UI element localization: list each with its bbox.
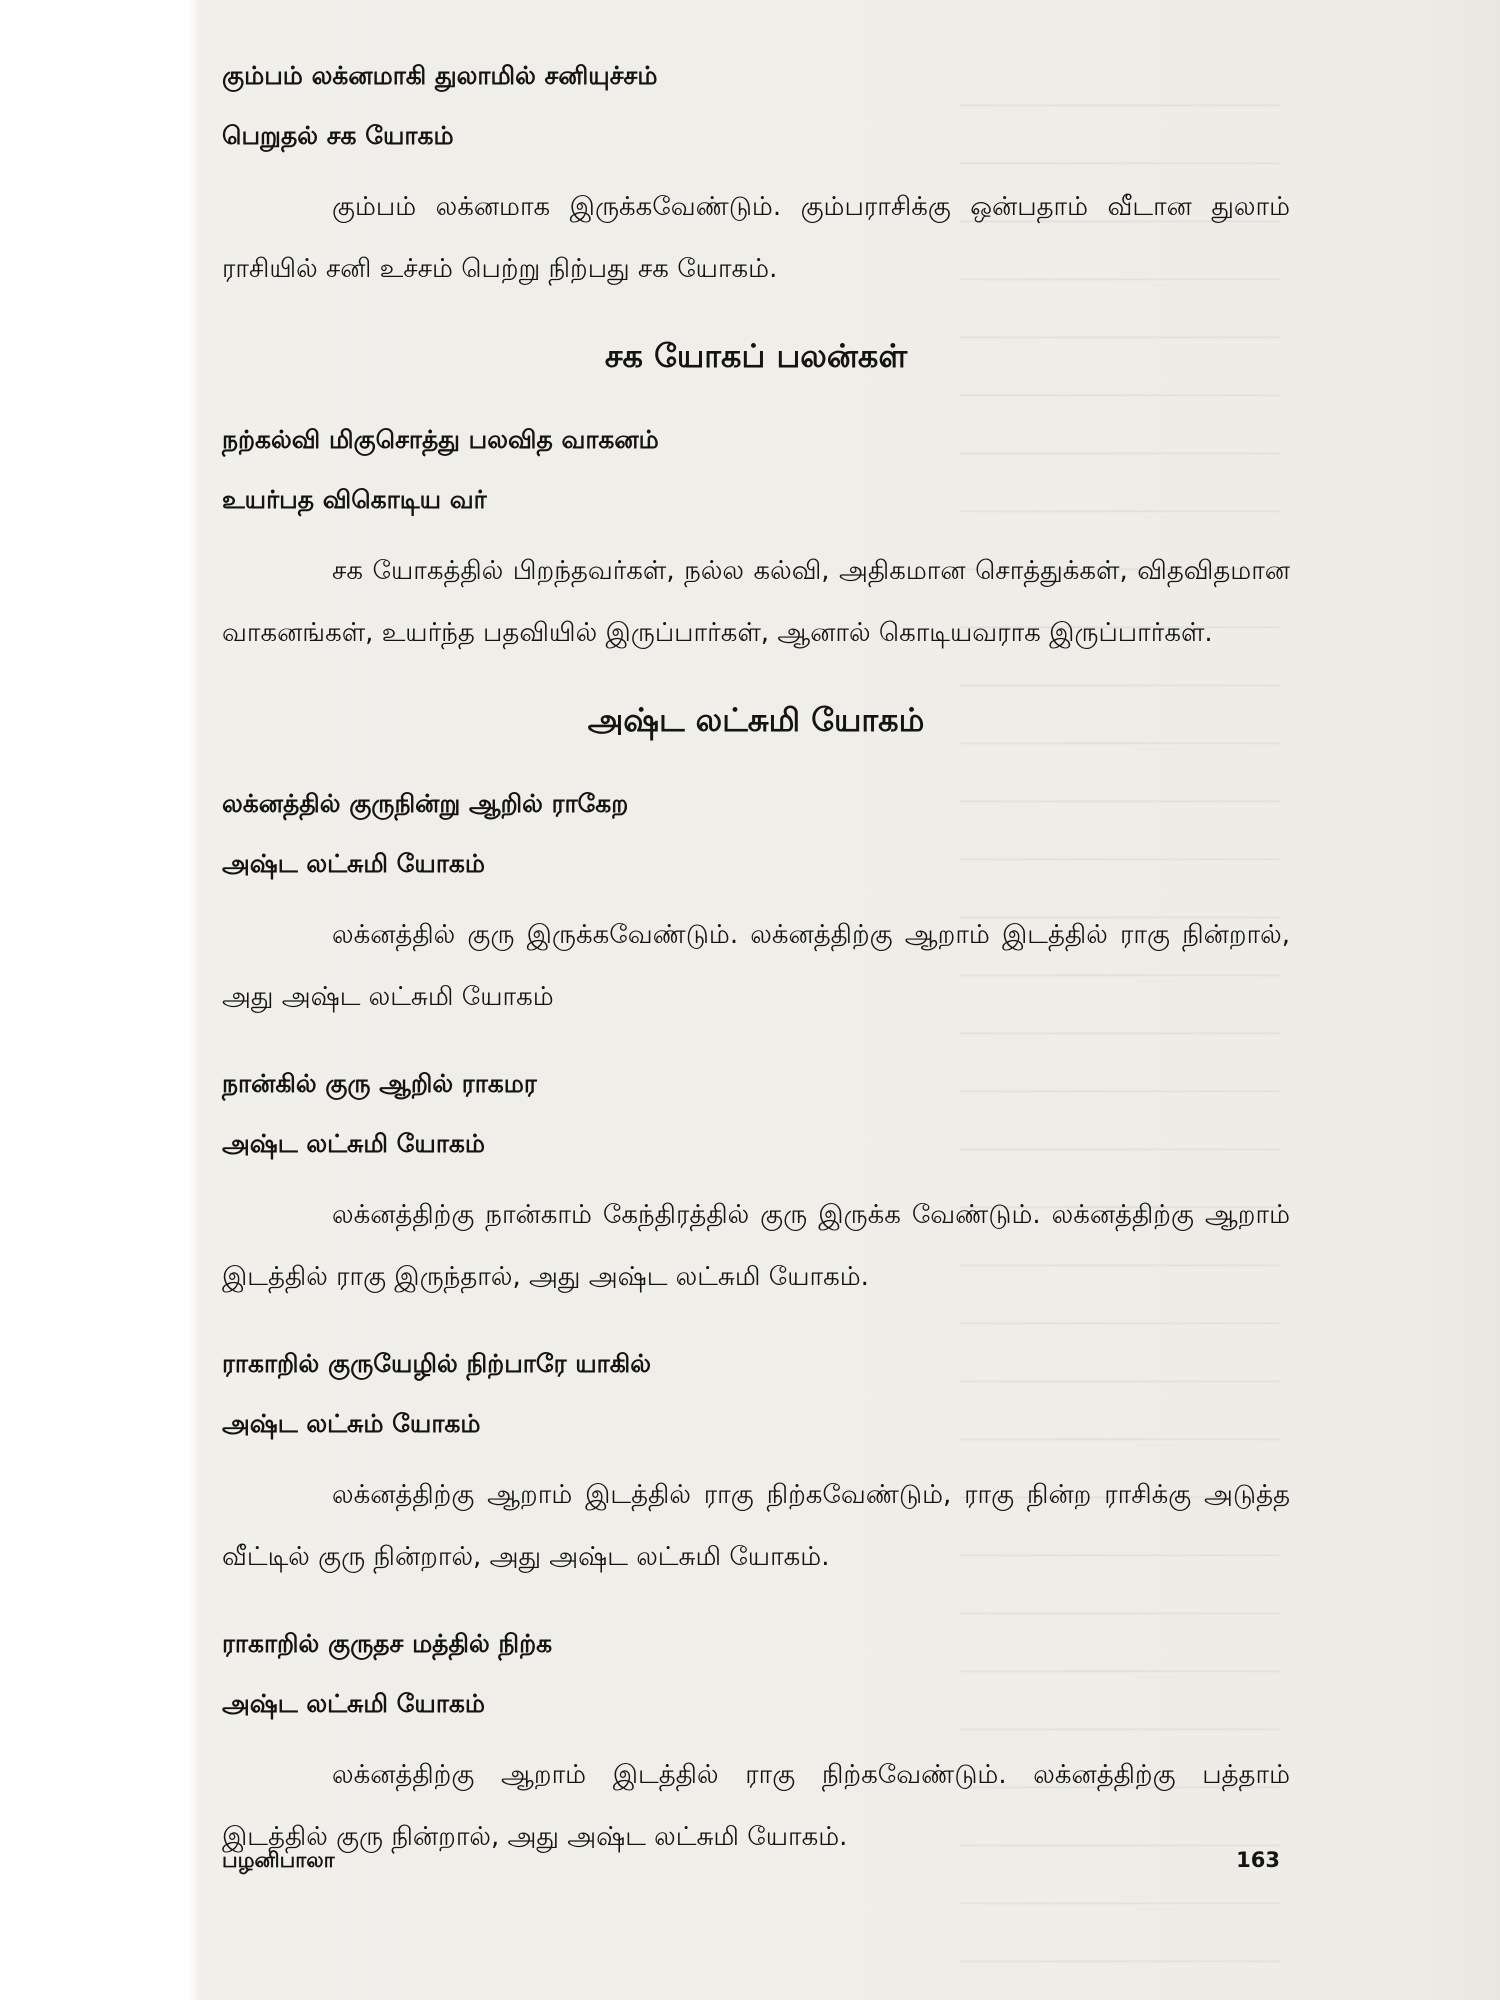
paragraph-text: லக்னத்தில் குரு இருக்கவேண்டும். லக்னத்திற்கு ஆறாம் இடத்தில் ராகு நின்றால், அது அஷ்ட லட்சுமி யோகம் xyxy=(222,920,1290,1012)
section-heading: அஷ்ட லட்சுமி யோகம் xyxy=(587,701,925,739)
paragraph xyxy=(222,1464,1290,1588)
page-footer xyxy=(222,1848,1280,1875)
paragraph-text: லக்னத்திற்கு ஆறாம் இடத்தில் ராகு நிற்கவேண்டும், ராகு நின்ற ராசிக்கு அடுத்த வீட்டில் குரு நின்றால், அது அஷ்ட லட்சுமி யோகம். xyxy=(222,1480,1290,1572)
paragraph xyxy=(222,904,1290,1028)
verse-line: அஷ்ட லட்சுமி யோகம் xyxy=(222,1689,485,1718)
verse-line: உயர்பத விகொடிய வர் xyxy=(222,485,487,514)
footer-author: பழனிபாலா xyxy=(222,1848,335,1872)
verse-line: ராகாறில் குருயேழில் நிற்பாரே யாகில் xyxy=(222,1349,651,1378)
verse-line: கும்பம் லக்னமாகி துலாமில் சனியுச்சம் xyxy=(222,61,658,90)
paragraph-text: கும்பம் லக்னமாக இருக்கவேண்டும். கும்பராசிக்கு ஒன்பதாம் வீடான துலாம் ராசியில் சனி உச்சம் பெற்று நிற்பது சக யோகம். xyxy=(222,192,1290,284)
section-heading: சக யோகப் பலன்கள் xyxy=(604,337,908,375)
page-number: 163 xyxy=(1236,1848,1280,1872)
verse-line: அஷ்ட லட்சுமி யோகம் xyxy=(222,1129,485,1158)
verse-line: ராகாறில் குருதச மத்தில் நிற்க xyxy=(222,1629,553,1658)
paragraph-text: லக்னத்திற்கு ஆறாம் இடத்தில் ராகு நிற்கவேண்டும். லக்னத்திற்கு பத்தாம் இடத்தில் குரு நின்றால், அது அஷ்ட லட்சுமி யோகம். xyxy=(222,1760,1290,1852)
verse-line: பெறுதல் சக யோகம் xyxy=(222,121,454,150)
paragraph xyxy=(222,540,1290,664)
verse-line: நற்கல்வி மிகுசொத்து பலவித வாகனம் xyxy=(222,425,659,454)
page-content xyxy=(222,46,1290,1894)
verse-line: அஷ்ட லட்சுமி யோகம் xyxy=(222,849,485,878)
verse-line: நான்கில் குரு ஆறில் ராகமர xyxy=(222,1069,537,1098)
paragraph-text: லக்னத்திற்கு நான்காம் கேந்திரத்தில் குரு இருக்க வேண்டும். லக்னத்திற்கு ஆறாம் இடத்தில் ராகு இருந்தால், அது அஷ்ட லட்சுமி யோகம். xyxy=(222,1200,1290,1292)
paragraph-text: சக யோகத்தில் பிறந்தவர்கள், நல்ல கல்வி, அதிகமான சொத்துக்கள், விதவிதமான வாகனங்கள், உயர்ந்த பதவியில் இருப்பார்கள், ஆனால் கொடியவராக இருப்பார்கள். xyxy=(222,556,1290,648)
verse-line: லக்னத்தில் குருநின்று ஆறில் ராகேற xyxy=(222,789,629,818)
paragraph xyxy=(222,1184,1290,1308)
verse-line: அஷ்ட லட்சும் யோகம் xyxy=(222,1409,481,1438)
paragraph xyxy=(222,176,1290,300)
